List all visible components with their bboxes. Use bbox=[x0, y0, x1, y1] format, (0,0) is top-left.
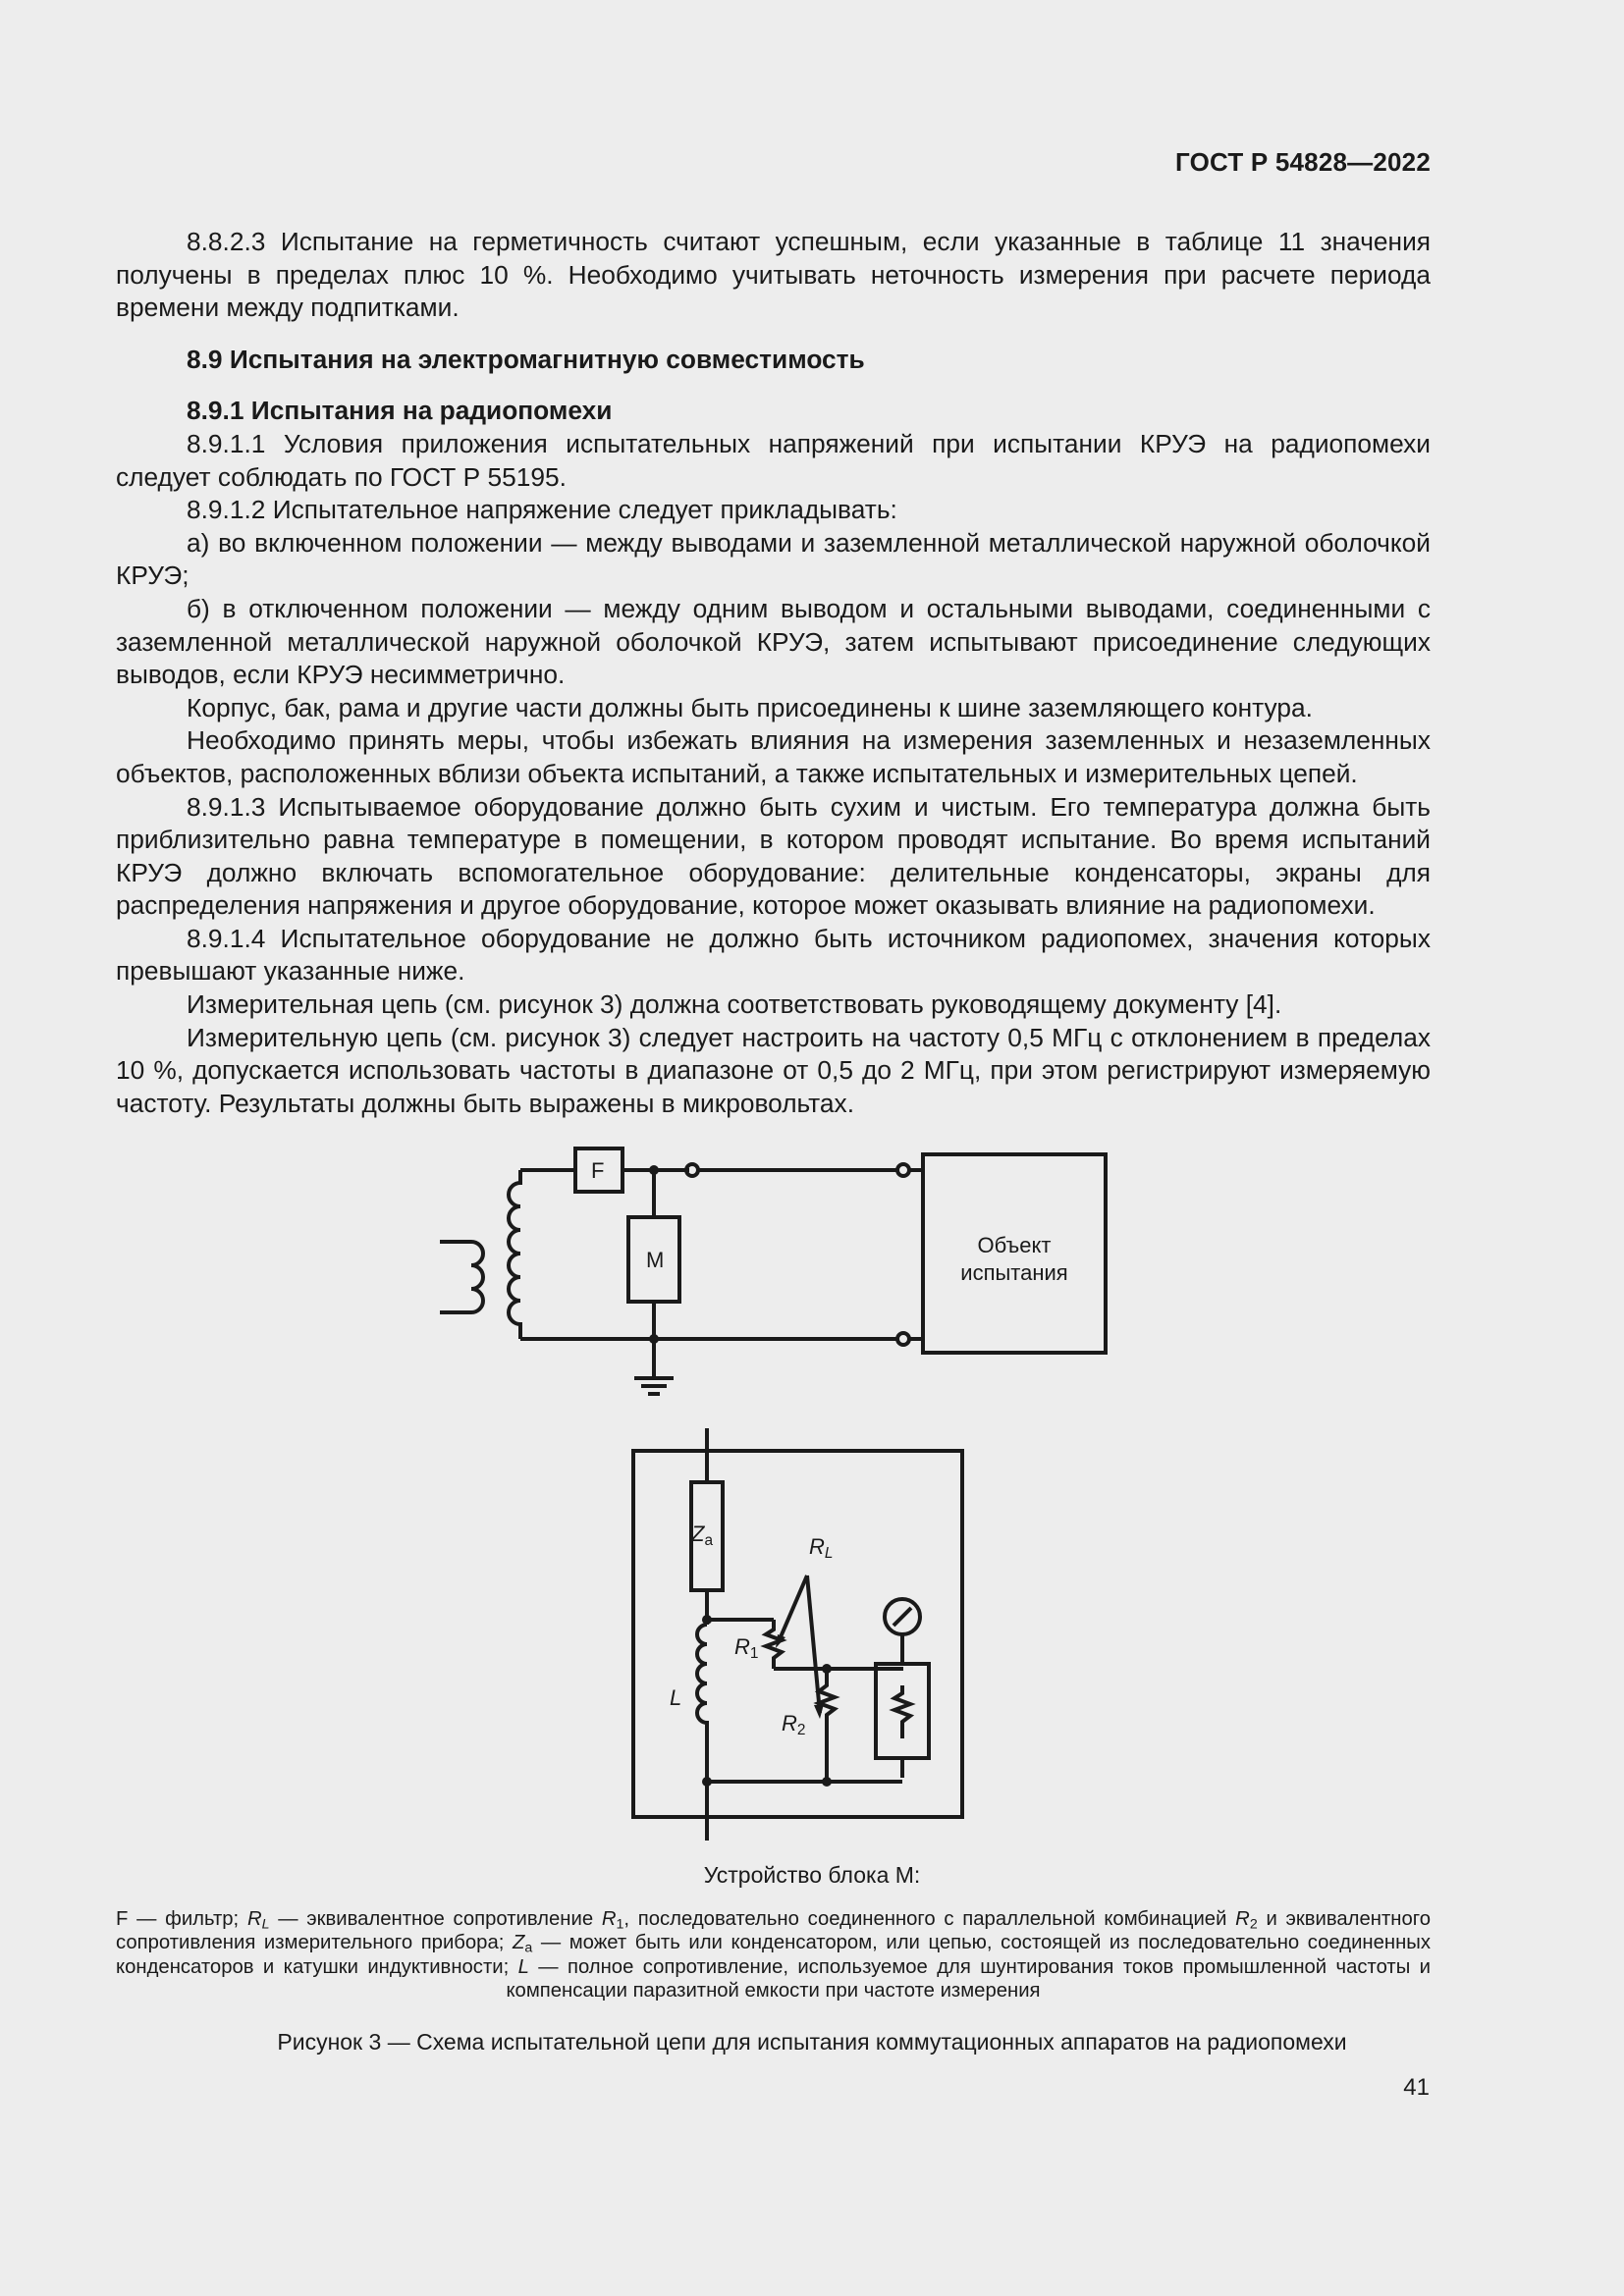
l-label: L bbox=[670, 1685, 682, 1710]
rl-arrow bbox=[780, 1575, 807, 1639]
inductor-l bbox=[697, 1625, 707, 1841]
r1-label: $R_1$ bbox=[734, 1634, 759, 1662]
section-heading: 8.9 Испытания на электромагнитную совместимость bbox=[187, 344, 865, 374]
paragraph: 8.9.1.1 Условия приложения испытательных напряжений при испытании КРУЭ на радиопомехи следует соблюдать по ГОСТ Р 55195. bbox=[116, 428, 1431, 492]
test-circuit-diagram bbox=[432, 1139, 1119, 1404]
terminal bbox=[686, 1164, 698, 1176]
r2-label: $R_2$ bbox=[782, 1711, 806, 1738]
za-label: $Z_a$ bbox=[691, 1522, 714, 1549]
paragraph: 8.8.2.3 Испытание на герметичность считают успешным, если указанные в таблице 11 значения получены в пределах плюс 10 %. Необходимо учитывать неточность измерения при расчете периода времени между подпитками. bbox=[116, 227, 1431, 323]
block-m-svg bbox=[619, 1428, 972, 1841]
body-text bbox=[116, 226, 1431, 1120]
filter-label: F bbox=[591, 1158, 605, 1183]
terminal bbox=[897, 1333, 909, 1345]
paragraph: 8.9.1.2 Испытательное напряжение следует прикладывать: bbox=[187, 495, 897, 525]
terminal bbox=[897, 1164, 909, 1176]
transformer-primary bbox=[440, 1242, 483, 1312]
figure-legend: F — фильтр; $R_L$ — эквивалентное сопротивление $R_1$, последовательно соединенного с параллельной комбинацией $R_2$ и эквивалентного сопротивления измерительного прибора; $Z_a$ — может быть или конденсатором, или цепью, состоящей из последовательно соединенных конденсаторов и катушки индуктивности; L — полное сопротивление, используемое для шунтирования токов промышленной частоты и компенсации паразитной емкости при частоте измерения bbox=[116, 1908, 1431, 2002]
paragraph: 8.9.1.3 Испытываемое оборудование должно быть сухим и чистым. Его температура должна быть приблизительно равна температуре в помещении, в котором проводят испытание. Во время испытаний КРУЭ должно включать вспомогательное оборудование: делительные конденсаторы, экраны для распределения напряжения и другое оборудование, которое может оказывать влияние на радиопомехи. bbox=[116, 791, 1431, 921]
paragraph: Необходимо принять меры, чтобы избежать влияния на измерения заземленных и незаземленных объектов, расположенных вблизи объекта испытаний, а также испытательных и измерительных цепей. bbox=[116, 725, 1431, 788]
paragraph: Корпус, бак, рама и другие части должны быть присоединены к шине заземляющего контура. bbox=[187, 692, 1313, 722]
m-label: М bbox=[646, 1248, 665, 1272]
document-header: ГОСТ Р 54828—2022 bbox=[1175, 147, 1431, 177]
block-m-diagram bbox=[619, 1428, 972, 1841]
test-object-label: Объект испытания bbox=[960, 1233, 1068, 1285]
figure-caption: Рисунок 3 — Схема испытательной цепи для испытания коммутационных аппаратов на радиопомехи bbox=[277, 2029, 1347, 2055]
paragraph: 8.9.1.4 Испытательное оборудование не должно быть источником радиопомех, значения которых превышают указанные ниже. bbox=[116, 923, 1431, 987]
list-item: а) во включенном положении — между выводами и заземленной металлической наружной оболочкой КРУЭ; bbox=[116, 527, 1431, 591]
page-number: 41 bbox=[1403, 2074, 1430, 2101]
resistor-r2 bbox=[819, 1669, 835, 1782]
rl-label: $R_L$ bbox=[809, 1534, 834, 1562]
paragraph: Измерительную цепь (см. рисунок 3) следует настроить на частоту 0,5 МГц с отклонением в пределах 10 %, допускается использовать частоты в диапазоне от 0,5 до 2 МГц, при этом регистрируют измеряемую частоту. Результаты должны быть выражены в микровольтах. bbox=[116, 1022, 1431, 1118]
subsection-heading: 8.9.1 Испытания на радиопомехи bbox=[187, 396, 613, 426]
block-m-caption: Устройство блока М: bbox=[703, 1862, 921, 1888]
block-m-frame bbox=[633, 1451, 962, 1817]
list-item: б) в отключенном положении — между одним выводом и остальными выводами, соединенными с заземленной металлической наружной оболочкой КРУЭ, затем испытывают присоединение следующих выводов, если КРУЭ несимметрично. bbox=[116, 593, 1431, 690]
paragraph: Измерительная цепь (см. рисунок 3) должна соответствовать руководящему документу [4]. bbox=[187, 989, 1282, 1020]
transformer-secondary bbox=[509, 1170, 520, 1339]
